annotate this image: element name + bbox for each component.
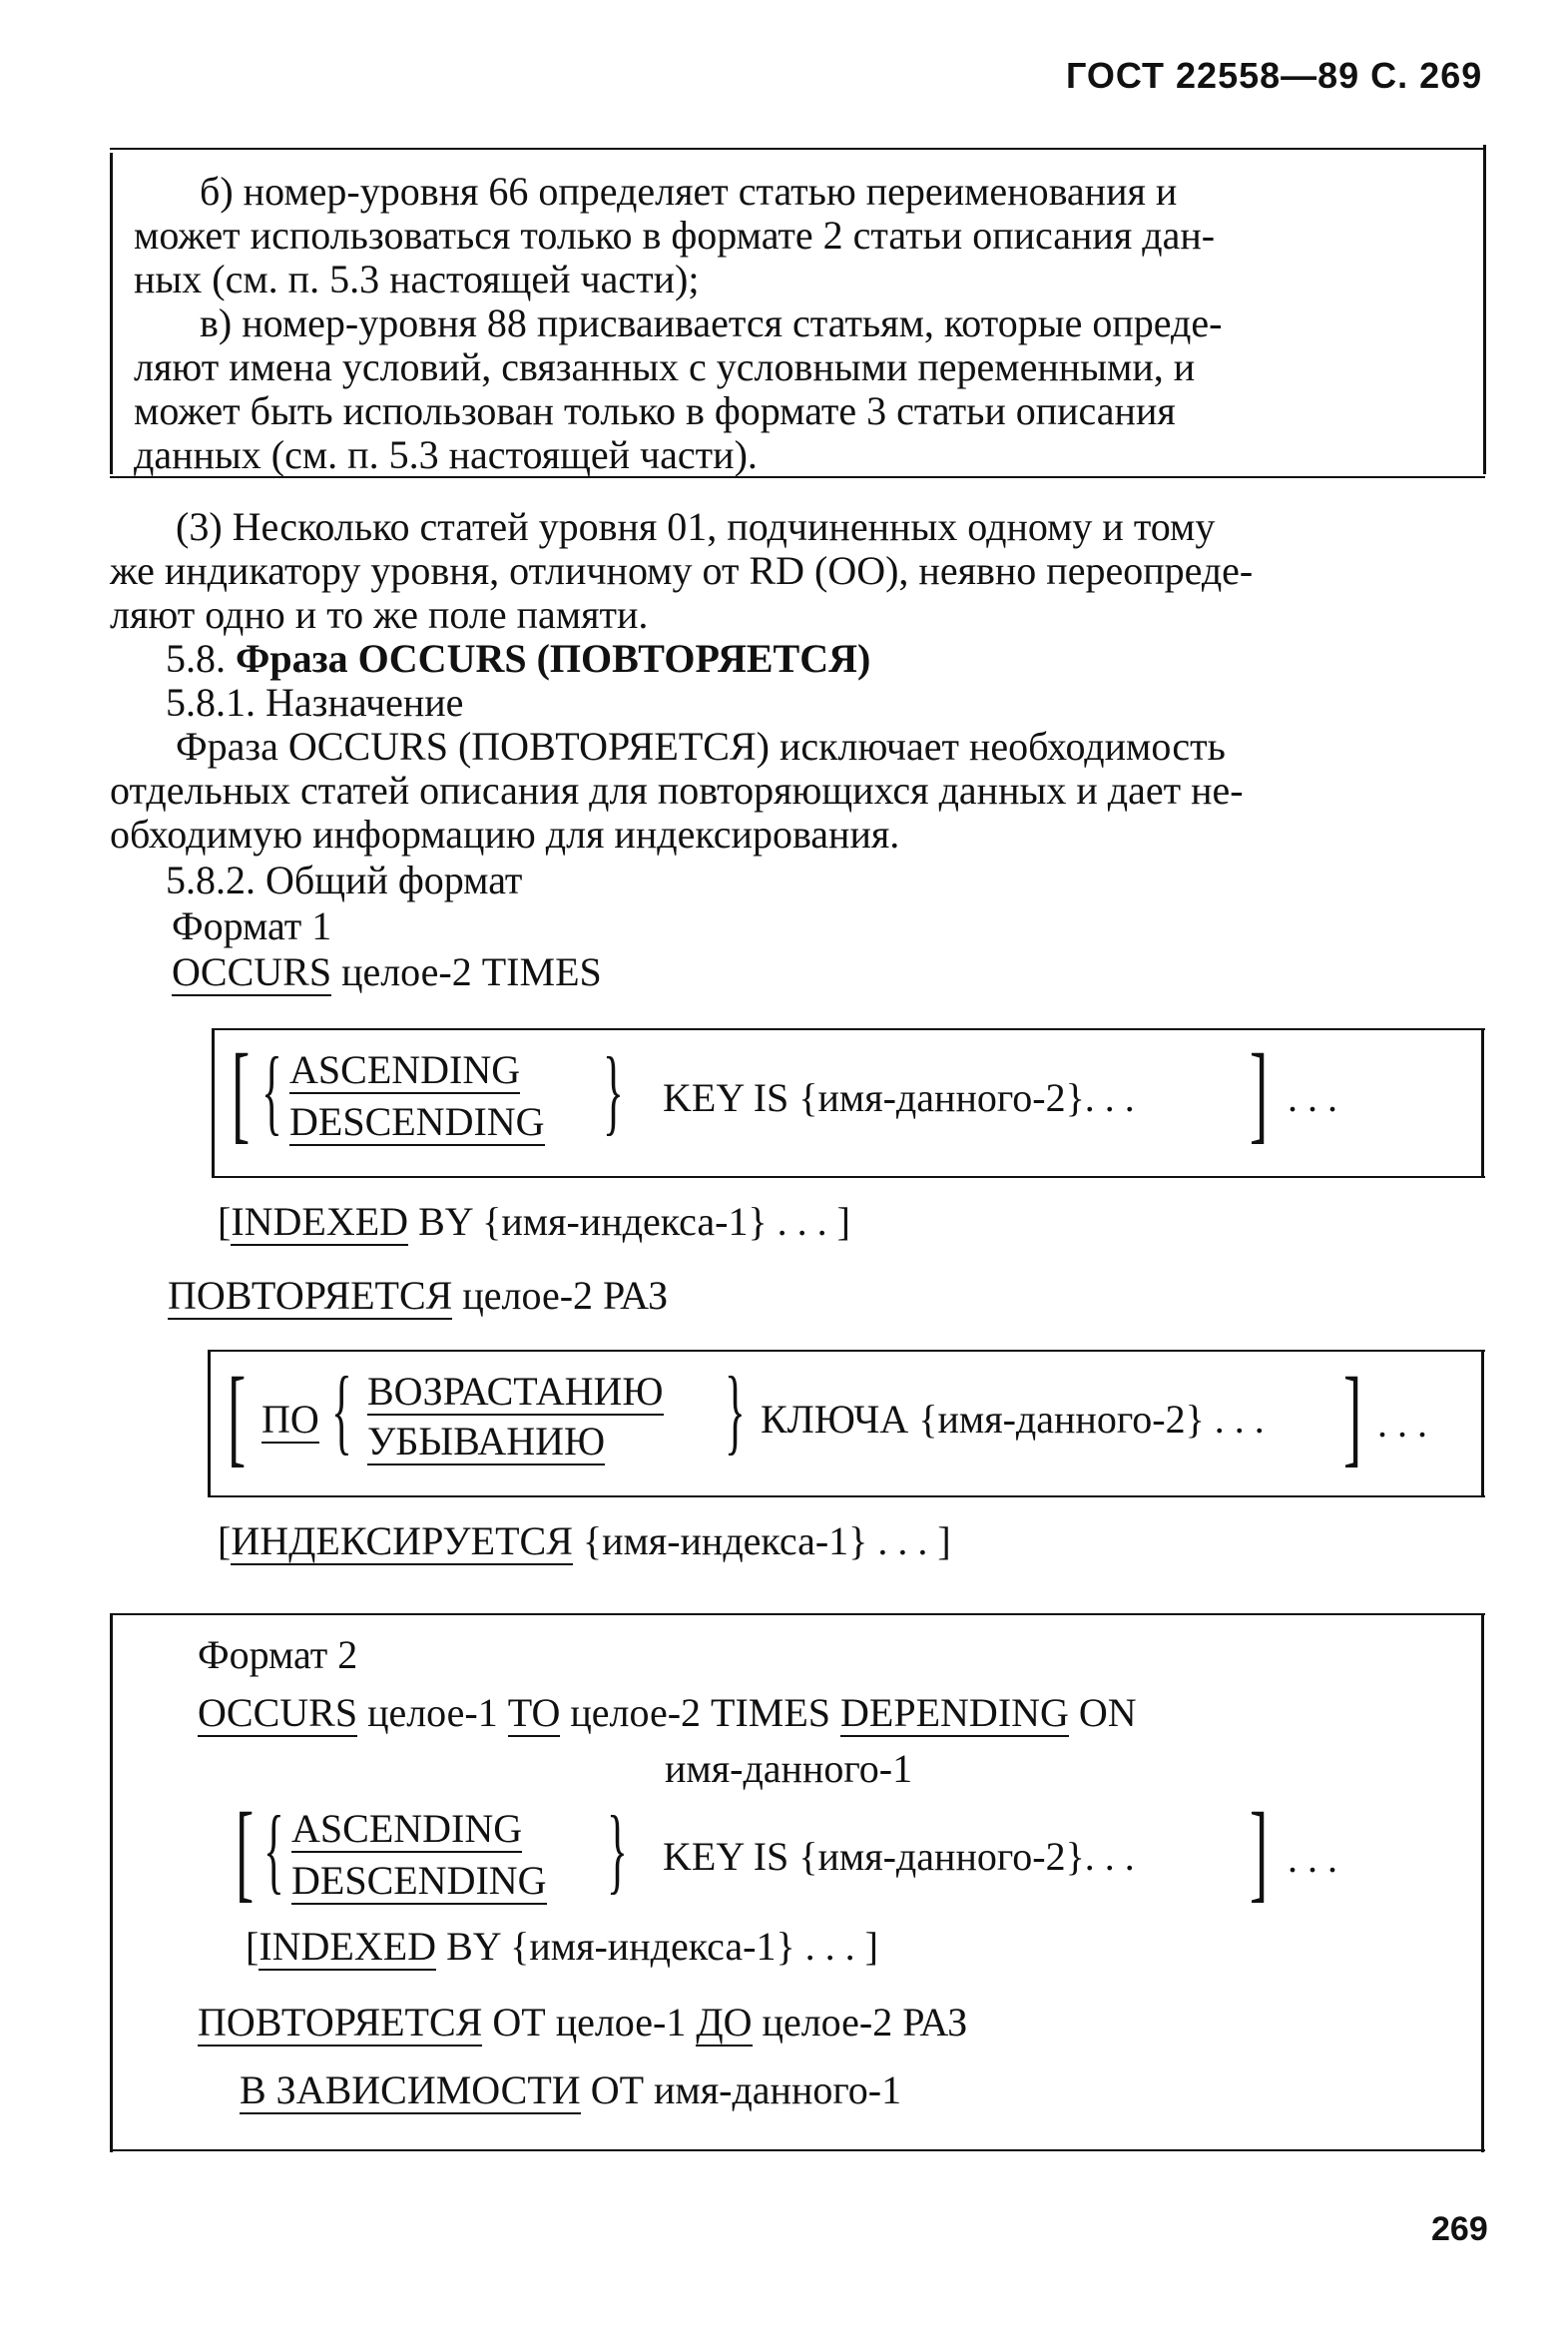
ru-box-left-border bbox=[208, 1350, 211, 1497]
ru-box-bottom-rule bbox=[208, 1495, 1485, 1497]
depending-keyword: DEPENDING bbox=[840, 1690, 1069, 1735]
left-bracket: [ bbox=[228, 1355, 247, 1476]
indexed-keyword: INDEXED bbox=[259, 1924, 437, 1969]
left-bracket: [ bbox=[232, 1031, 251, 1153]
povt-line: ПОВТОРЯЕТСЯ ОТ целое-1 ДО целое-2 РАЗ bbox=[198, 2000, 968, 2045]
vozr-keyword: ВОЗРАСТАНИЮ bbox=[367, 1369, 664, 1414]
povt-keyword: ПОВТОРЯЕТСЯ bbox=[168, 1273, 453, 1318]
box1-line: может использоваться только в формате 2 статьи описания дан- bbox=[134, 213, 1216, 258]
purpose-line: обходимую информацию для индексирования. bbox=[110, 812, 900, 857]
right-brace: } bbox=[725, 1357, 746, 1464]
para-line: же индикатору уровня, отличному от RD (OO), неявно переопреде- bbox=[110, 548, 1254, 593]
ubyv-keyword: УБЫВАНИЮ bbox=[367, 1419, 606, 1464]
repeat-ellipsis: . . . bbox=[1288, 1836, 1337, 1881]
asc-box-right-border bbox=[1481, 1028, 1484, 1178]
box1-line: в) номер-уровня 88 присваивается статьям, которые опреде- bbox=[200, 300, 1223, 345]
asc-box-left-border bbox=[212, 1028, 215, 1178]
indexed-line: [INDEXED BY {имя-индекса-1} . . . ] bbox=[246, 1924, 878, 1969]
section-heading bbox=[166, 637, 870, 681]
box1-line: ляют имена условий, связанных с условными переменными, и bbox=[134, 344, 1196, 389]
box1-line: данных (см. п. 5.3 настоящей части). bbox=[134, 432, 758, 477]
subsection-format: 5.8.2. Общий формат bbox=[166, 858, 523, 902]
page-number: 269 bbox=[1431, 2210, 1488, 2248]
povt-line: ПОВТОРЯЕТСЯ целое-2 РАЗ bbox=[168, 1273, 669, 1318]
section-number: 5.8. bbox=[166, 636, 226, 681]
occurs-rest: целое-2 TIMES bbox=[341, 949, 602, 994]
right-brace: } bbox=[603, 1037, 624, 1144]
box1-line: ных (см. п. 5.3 настоящей части); bbox=[134, 257, 700, 301]
fmt2-box-top-rule bbox=[110, 1613, 1485, 1615]
asc-box-top-rule bbox=[212, 1028, 1485, 1030]
para-line: (3) Несколько статей уровня 01, подчиненных одному и тому bbox=[176, 504, 1216, 549]
ru-box-right-border bbox=[1481, 1350, 1484, 1497]
right-bracket: ] bbox=[1250, 1031, 1269, 1153]
format2-occurs-line: OCCURS целое-1 TO целое-2 TIMES DEPENDING ON bbox=[198, 1690, 1137, 1735]
format2-label: Формат 2 bbox=[198, 1632, 358, 1677]
box1-line: может быть использован только в формате 3 статьи описания bbox=[134, 388, 1176, 433]
indeks-keyword: ИНДЕКСИРУЕТСЯ bbox=[231, 1518, 573, 1563]
right-brace: } bbox=[607, 1796, 628, 1903]
zavis-keyword: В ЗАВИСИМОСТИ bbox=[240, 2067, 581, 2112]
section-title: Фраза OCCURS (ПОВТОРЯЕТСЯ) bbox=[236, 636, 871, 681]
para-line: ляют одно и то же поле памяти. bbox=[110, 592, 649, 637]
do-keyword: ДО bbox=[696, 2000, 753, 2045]
occurs-keyword: OCCURS bbox=[198, 1690, 358, 1735]
left-brace: { bbox=[331, 1357, 352, 1464]
key-clause: KEY IS {имя-данного-2}. . . bbox=[663, 1834, 1135, 1879]
repeat-ellipsis: . . . bbox=[1288, 1075, 1337, 1120]
box1-left-border bbox=[110, 153, 113, 474]
left-brace: { bbox=[263, 1796, 284, 1903]
to-keyword: TO bbox=[507, 1690, 561, 1735]
indexed-keyword: INDEXED bbox=[231, 1199, 409, 1244]
left-bracket: [ bbox=[236, 1790, 255, 1912]
po-keyword: ПО bbox=[261, 1397, 319, 1442]
format1-label: Формат 1 bbox=[172, 903, 332, 948]
ascending-keyword: ASCENDING bbox=[291, 1806, 523, 1851]
right-bracket: ] bbox=[1343, 1355, 1362, 1476]
fmt2-box-bottom-rule bbox=[110, 2149, 1485, 2151]
indexed-line: [INDEXED BY {имя-индекса-1} . . . ] bbox=[218, 1199, 850, 1244]
purpose-line: отдельных статей описания для повторяющихся данных и дает не- bbox=[110, 768, 1244, 813]
purpose-line: Фраза OCCURS (ПОВТОРЯЕТСЯ) исключает необходимость bbox=[176, 724, 1226, 769]
left-brace: { bbox=[261, 1037, 282, 1144]
box1-line: б) номер-уровня 66 определяет статью переименования и bbox=[200, 169, 1178, 214]
ru-box-top-rule bbox=[208, 1350, 1485, 1352]
zavis-line: В ЗАВИСИМОСТИ ОТ имя-данного-1 bbox=[240, 2067, 902, 2112]
povt-keyword: ПОВТОРЯЕТСЯ bbox=[198, 2000, 483, 2045]
format2-dataname: имя-данного-1 bbox=[665, 1746, 913, 1791]
box1-top-rule bbox=[110, 148, 1485, 150]
running-header: ГОСТ 22558—89 С. 269 bbox=[1066, 55, 1483, 96]
fmt2-box-left-border bbox=[110, 1613, 113, 2152]
occurs-keyword: OCCURS bbox=[172, 949, 332, 994]
descending-keyword: DESCENDING bbox=[291, 1858, 547, 1903]
key-clause: KEY IS {имя-данного-2}. . . bbox=[663, 1075, 1135, 1120]
repeat-ellipsis: . . . bbox=[1377, 1401, 1427, 1446]
subsection-purpose: 5.8.1. Назначение bbox=[166, 680, 464, 725]
descending-keyword: DESCENDING bbox=[289, 1099, 545, 1144]
format1-occurs-line bbox=[172, 950, 602, 994]
asc-box-bottom-rule bbox=[212, 1176, 1485, 1178]
box1-right-border bbox=[1483, 145, 1486, 474]
klyucha-clause: КЛЮЧА {имя-данного-2} . . . bbox=[761, 1397, 1265, 1442]
ascending-keyword: ASCENDING bbox=[289, 1047, 521, 1092]
fmt2-box-right-border bbox=[1481, 1613, 1484, 2152]
indeks-line: [ИНДЕКСИРУЕТСЯ {имя-индекса-1} . . . ] bbox=[218, 1518, 951, 1563]
right-bracket: ] bbox=[1250, 1790, 1269, 1912]
